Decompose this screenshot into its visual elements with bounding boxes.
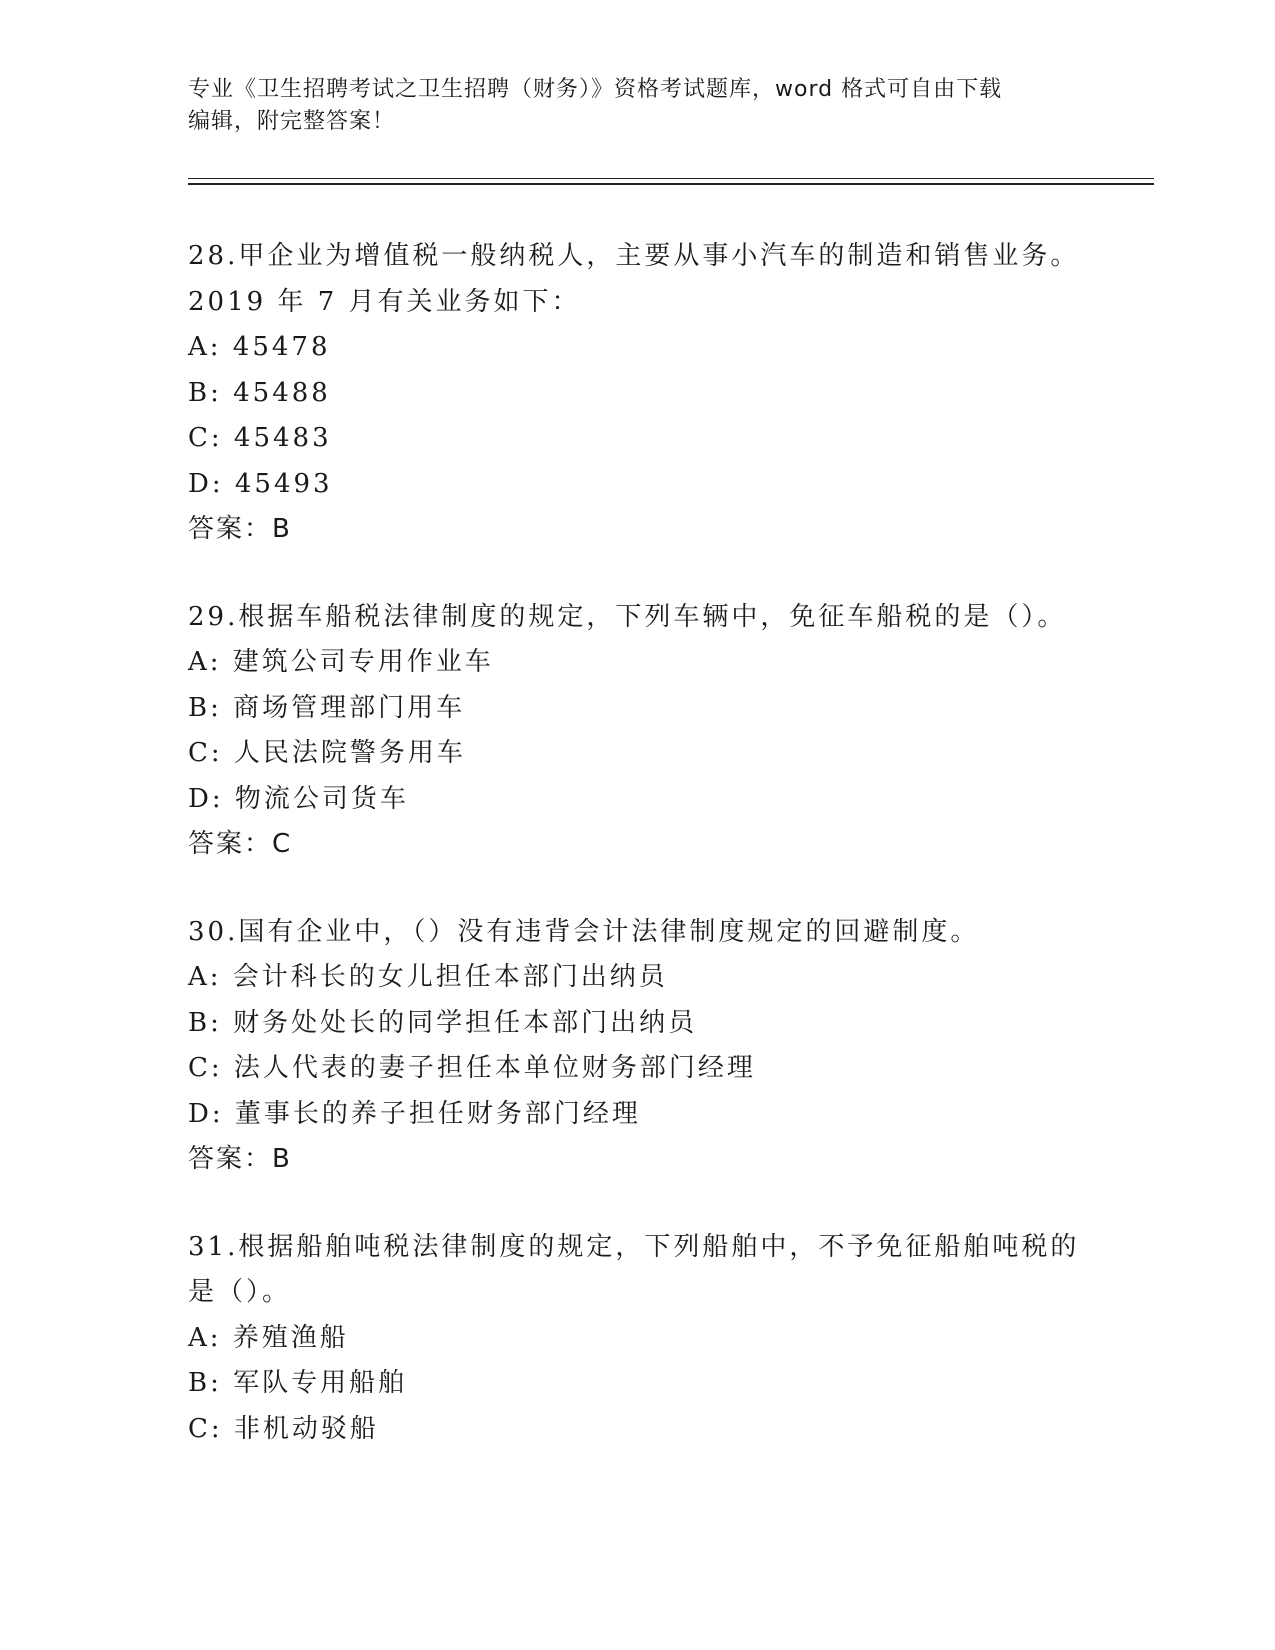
header-line-2: 编辑，附完整答案！ — [188, 109, 396, 134]
option-c: C: 非机动驳船 — [188, 1413, 379, 1444]
option-a: A: 建筑公司专用作业车 — [188, 647, 494, 677]
option-d: D: 物流公司货车 — [188, 783, 409, 814]
answer: 答案：B — [188, 1144, 292, 1174]
option-a: A: 养殖渔船 — [188, 1322, 349, 1353]
option-d: D: 董事长的养子担任财务部门经理 — [188, 1098, 641, 1129]
question-30 — [188, 910, 1108, 1183]
answer: 答案：B — [188, 514, 292, 544]
option-b: B: 军队专用船舶 — [188, 1368, 408, 1398]
question-28 — [188, 234, 1108, 553]
option-b: B: 商场管理部门用车 — [188, 692, 466, 723]
answer: 答案：C — [188, 829, 293, 859]
option-c: C: 法人代表的妻子担任本单位财务部门经理 — [188, 1053, 756, 1083]
option-d: D: 45493 — [188, 468, 333, 499]
option-c: C: 人民法院警务用车 — [188, 738, 466, 768]
option-c: C: 45483 — [188, 423, 332, 453]
option-b: B: 45488 — [188, 377, 331, 408]
question-stem-line: 是（）。 — [188, 1277, 292, 1307]
question-31 — [188, 1225, 1108, 1453]
header-rule-thick — [188, 183, 1154, 185]
question-stem-line: 28.甲企业为增值税一般纳税人，主要从事小汽车的制造和销售业务。 — [188, 241, 1080, 271]
option-a: A: 45478 — [188, 332, 331, 362]
option-a: A: 会计科长的女儿担任本部门出纳员 — [188, 962, 668, 992]
document-header — [188, 74, 1068, 138]
question-stem-line: 30.国有企业中，（）没有违背会计法律制度规定的回避制度。 — [188, 916, 980, 947]
option-b: B: 财务处处长的同学担任本部门出纳员 — [188, 1007, 698, 1038]
question-stem-line: 31.根据船舶吨税法律制度的规定，下列船舶中，不予免征船舶吨税的 — [188, 1231, 1080, 1262]
question-stem-line: 29.根据车船税法律制度的规定，下列车辆中，免征车船税的是（）。 — [188, 601, 1067, 632]
question-29 — [188, 595, 1108, 868]
header-rule-thin — [188, 178, 1154, 179]
question-stem-line: 2019 年 7 月有关业务如下： — [188, 286, 581, 317]
header-line-1: 专业《卫生招聘考试之卫生招聘（财务）》资格考试题库，word 格式可自由下载 — [188, 77, 1003, 102]
question-list — [188, 234, 1108, 1494]
